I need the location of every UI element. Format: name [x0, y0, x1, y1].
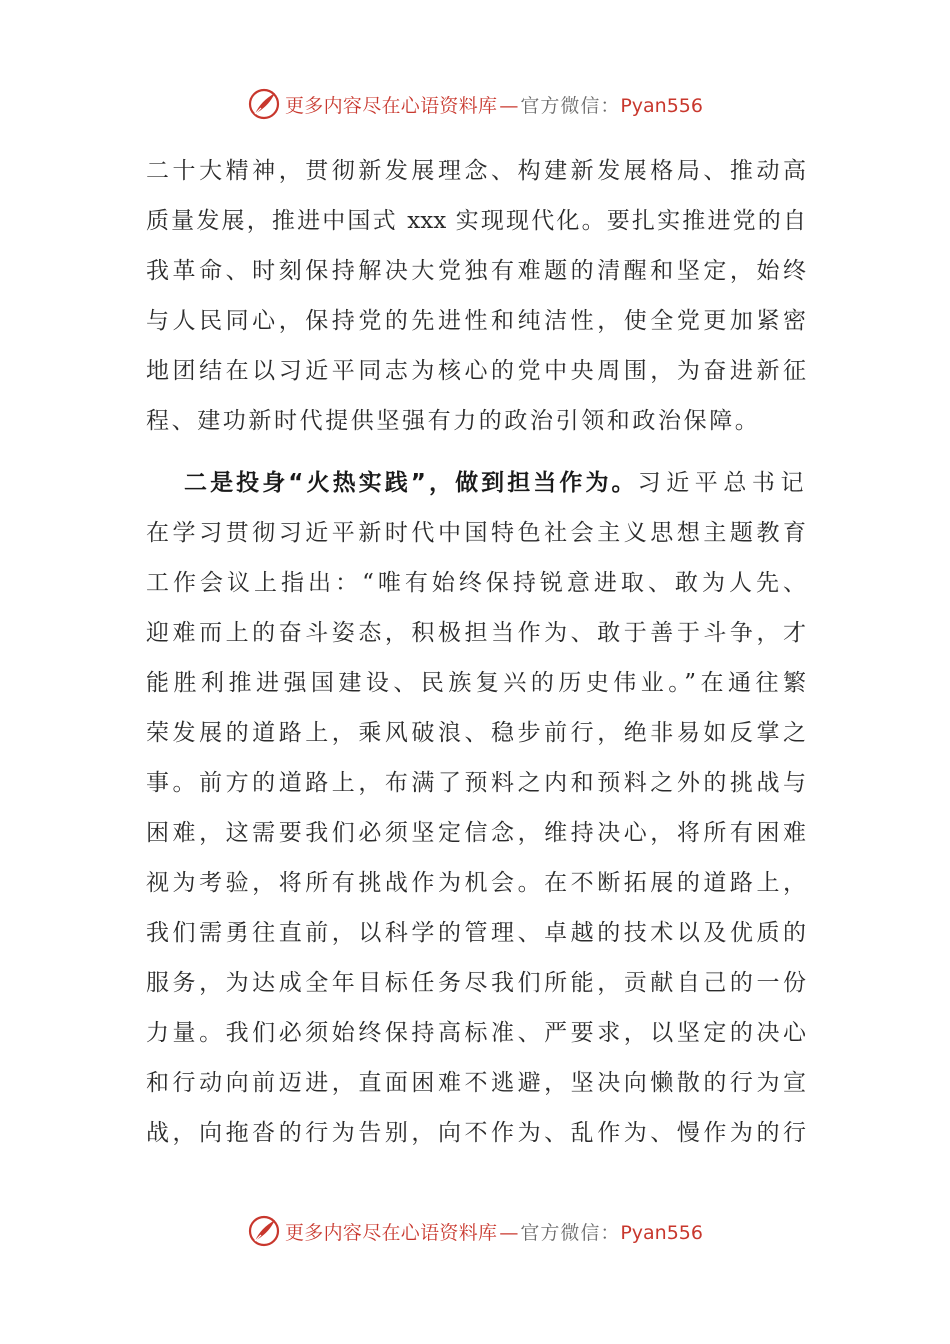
text-line: 视为考验，将所有挑战作为机会。在不断拓展的道路上，: [146, 870, 806, 896]
text-line: 战，向拖沓的行为告别，向不作为、乱作为、慢作为的行: [146, 1120, 806, 1146]
text-line: 地团结在以习近平同志为核心的党中央周围，为奋进新征: [146, 358, 806, 384]
text-line: 质量发展，推进中国式 xxx 实现现代化。要扎实推进党的自: [146, 208, 806, 234]
banner-wechat-label: 官方微信：: [520, 94, 621, 117]
text-line: 程、建功新时代提供坚强有力的政治引领和政治保障。: [146, 408, 761, 434]
banner-brand: 更多内容尽在心语资料库: [285, 1221, 498, 1244]
text-line: 困难，这需要我们必须坚定信念，维持决心，将所有困难: [146, 820, 806, 846]
text-line: 荣发展的道路上，乘风破浪、稳步前行，绝非易如反掌之: [146, 720, 806, 746]
paragraph-heading-rest: 习近平总书记: [637, 470, 807, 496]
paragraph-1: [146, 146, 806, 446]
banner-wechat-label: 官方微信：: [520, 1221, 621, 1244]
paragraph-2: [146, 458, 806, 1158]
text-line: 与人民同心，保持党的先进性和纯洁性，使全党更加紧密: [146, 308, 806, 334]
banner-wechat-id: Pyan556: [620, 1221, 703, 1244]
footer-banner-text: [285, 1218, 703, 1245]
quill-logo-icon: [247, 1214, 281, 1248]
text-line: 工作会议上指出：“唯有始终保持锐意进取、敢为人先、: [146, 570, 806, 596]
text-line: 在学习贯彻习近平新时代中国特色社会主义思想主题教育: [146, 520, 806, 546]
banner-wechat-id: Pyan556: [620, 94, 703, 117]
header-banner: [0, 84, 950, 124]
quill-logo-icon: [247, 87, 281, 121]
text-line: 事。前方的道路上，布满了预料之内和预料之外的挑战与: [146, 770, 806, 796]
document-body: [146, 146, 806, 1158]
footer-banner: [0, 1211, 950, 1251]
banner-dash: —: [499, 1221, 519, 1244]
paragraph-2-first-line: [146, 458, 806, 508]
banner-dash: —: [499, 94, 519, 117]
text-line: 力量。我们必须始终保持高标准、严要求，以坚定的决心: [146, 1020, 806, 1046]
text-line: 我们需勇往直前，以科学的管理、卓越的技术以及优质的: [146, 920, 806, 946]
header-banner-text: [285, 91, 703, 118]
paragraph-heading: 二是投身“火热实践”，做到担当作为。: [184, 470, 638, 496]
text-line: 能胜利推进强国建设、民族复兴的历史伟业。”在通往繁: [146, 670, 806, 696]
banner-brand: 更多内容尽在心语资料库: [285, 94, 498, 117]
text-line: 我革命、时刻保持解决大党独有难题的清醒和坚定，始终: [146, 258, 806, 284]
text-line: 迎难而上的奋斗姿态，积极担当作为、敢于善于斗争，才: [146, 620, 806, 646]
text-line: 服务，为达成全年目标任务尽我们所能，贡献自己的一份: [146, 970, 806, 996]
text-line: 二十大精神，贯彻新发展理念、构建新发展格局、推动高: [146, 158, 806, 184]
text-line: 和行动向前迈进，直面困难不逃避，坚决向懒散的行为宣: [146, 1070, 806, 1096]
